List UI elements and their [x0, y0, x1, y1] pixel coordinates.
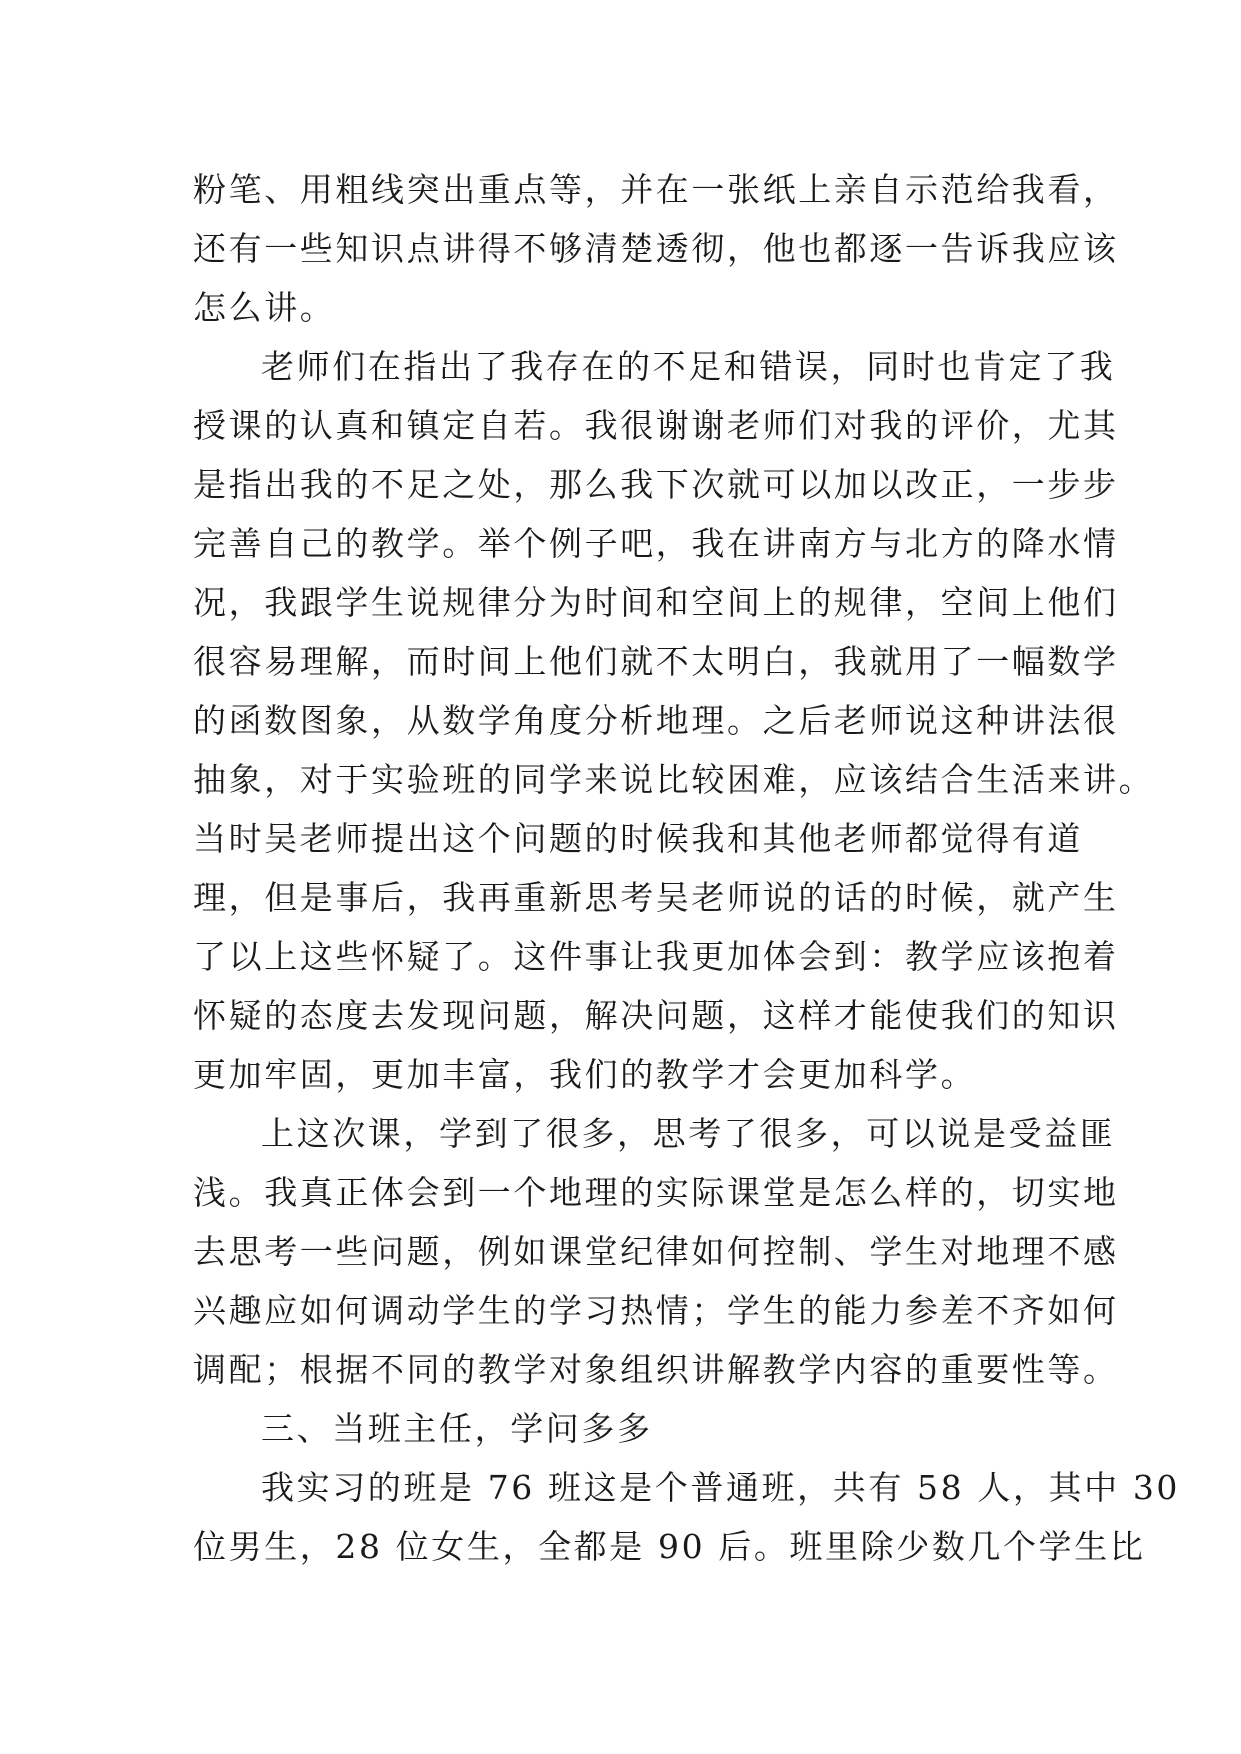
text-line: 完善自己的教学。举个例子吧，我在讲南方与北方的降水情: [193, 524, 1119, 563]
text-line: 浅。我真正体会到一个地理的实际课堂是怎么样的，切实地: [193, 1173, 1119, 1212]
paragraph-5: [193, 1458, 1181, 1576]
text-line: 的函数图象，从数学角度分析地理。之后老师说这种讲法很: [193, 701, 1119, 740]
document-body: [193, 160, 1181, 1576]
text-line: 兴趣应如何调动学生的学习热情；学生的能力参差不齐如何: [193, 1291, 1119, 1330]
text-line: 授课的认真和镇定自若。我很谢谢老师们对我的评价，尤其: [193, 406, 1119, 445]
text-line: 上这次课，学到了很多，思考了很多，可以说是受益匪: [261, 1114, 1116, 1153]
text-line: 很容易理解，而时间上他们就不太明白，我就用了一幅数学: [193, 642, 1119, 681]
paragraph-2: [193, 337, 1155, 1104]
text-line: 老师们在指出了我存在的不足和错误，同时也肯定了我: [261, 347, 1116, 386]
text-line: 抽象，对于实验班的同学来说比较困难，应该结合生活来讲。: [193, 760, 1155, 799]
text-line: 况，我跟学生说规律分为时间和空间上的规律，空间上他们: [193, 583, 1119, 622]
text-line: 粉笔、用粗线突出重点等，并在一张纸上亲自示范给我看，: [193, 170, 1119, 209]
paragraph-3: [193, 1104, 1119, 1399]
text-line: 是指出我的不足之处，那么我下次就可以加以改正，一步步: [193, 465, 1119, 504]
text-line: 调配；根据不同的教学对象组织讲解教学内容的重要性等。: [193, 1350, 1119, 1389]
text-line: 还有一些知识点讲得不够清楚透彻，他也都逐一告诉我应该: [193, 229, 1119, 268]
paragraph-1: [193, 160, 1119, 337]
text-line: 当时吴老师提出这个问题的时候我和其他老师都觉得有道: [193, 819, 1083, 858]
text-line: 我实习的班是 76 班这是个普通班，共有 58 人，其中 30: [261, 1468, 1181, 1507]
text-line: 理，但是事后，我再重新思考吴老师说的话的时候，就产生: [193, 878, 1119, 917]
text-line: 怎么讲。: [193, 288, 336, 327]
text-line: 去思考一些问题，例如课堂纪律如何控制、学生对地理不感: [193, 1232, 1119, 1271]
section-heading: [193, 1399, 1053, 1458]
text-line: 位男生，28 位女生，全都是 90 后。班里除少数几个学生比: [193, 1527, 1146, 1566]
text-line: 了以上这些怀疑了。这件事让我更加体会到：教学应该抱着: [193, 937, 1119, 976]
text-line: 更加牢固，更加丰富，我们的教学才会更加科学。: [193, 1055, 977, 1094]
section-heading-text: 三、当班主任，学问多多: [261, 1409, 653, 1448]
text-line: 怀疑的态度去发现问题，解决问题，这样才能使我们的知识: [193, 996, 1119, 1035]
